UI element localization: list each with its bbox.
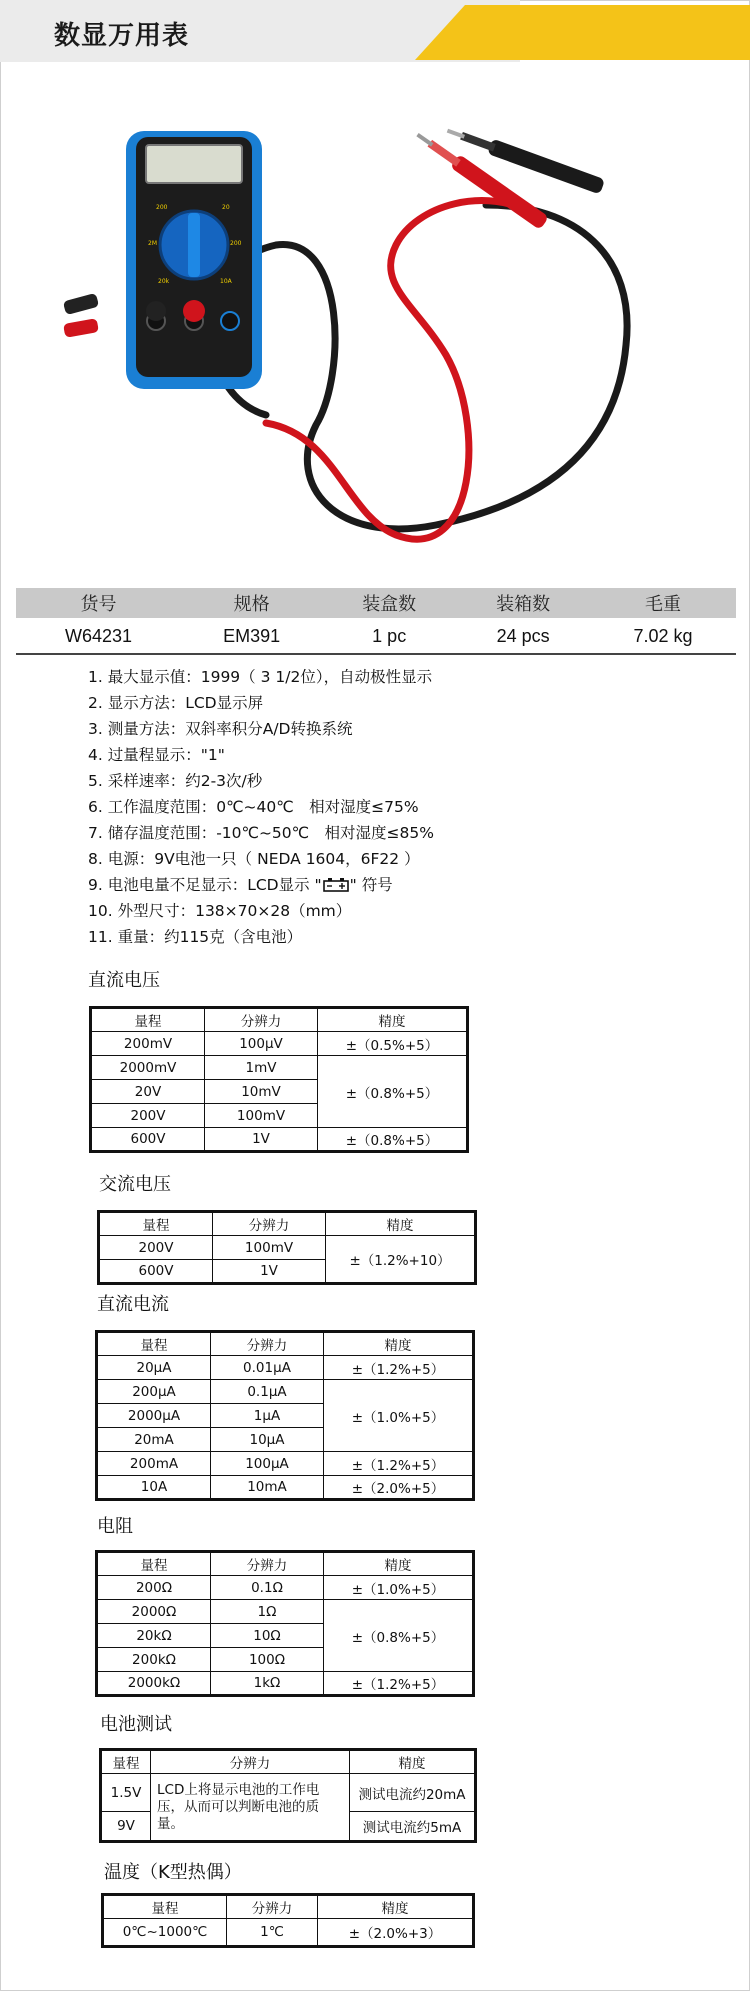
cell: 9V [101, 1812, 151, 1842]
spec-header-cell: 装箱数 [456, 588, 590, 618]
cell: 1V [213, 1260, 326, 1284]
spec-divider [16, 653, 736, 655]
svg-text:200: 200 [156, 204, 168, 211]
svg-text:200: 200 [230, 240, 242, 247]
multimeter-photo [16, 125, 734, 585]
cell: 200kΩ [97, 1648, 211, 1672]
cell: 200mA [97, 1452, 211, 1476]
cell: 100Ω [211, 1648, 324, 1672]
cell: 10Ω [211, 1624, 324, 1648]
res-table [95, 1550, 475, 1697]
cell: 1V [205, 1128, 318, 1152]
header-cell: 量程 [103, 1895, 227, 1919]
cell: 100μA [211, 1452, 324, 1476]
spec-table [16, 588, 736, 654]
spec-header-cell: 装盒数 [322, 588, 456, 618]
cell: 100mV [213, 1236, 326, 1260]
table-row [97, 1672, 474, 1696]
feature-item: 6. 工作温度范围：0℃~40℃ 相对湿度≤75% [88, 798, 419, 816]
cell: 0.01μA [211, 1356, 324, 1380]
header-cell: 精度 [350, 1750, 476, 1774]
page-title: 数显万用表 [54, 21, 190, 51]
cell: 600V [91, 1128, 205, 1152]
table-row [91, 1128, 468, 1152]
table-header-row [101, 1750, 476, 1774]
cell: ±（0.8%+5） [324, 1600, 474, 1672]
header-yellow-band [415, 5, 750, 60]
header-cell: 量程 [97, 1332, 211, 1356]
spec-value-cell: W64231 [65, 625, 133, 646]
header-cell: 分辨力 [211, 1332, 324, 1356]
acv-table [97, 1210, 477, 1285]
spec-value-row [16, 618, 736, 654]
cell: 20V [91, 1080, 205, 1104]
table-header-row [91, 1008, 468, 1032]
feature-item: 8. 电源：9V电池一只（ NEDA 1604，6F22 ） [88, 850, 420, 868]
spec-value-cell: 1 pc [372, 625, 407, 646]
svg-text:20: 20 [222, 204, 230, 211]
cell: 10μA [211, 1428, 324, 1452]
temp-table [101, 1893, 475, 1948]
cell: 0.1μA [211, 1380, 324, 1404]
cell: ±（0.5%+5） [318, 1032, 468, 1056]
cell: ±（2.0%+5） [324, 1476, 474, 1500]
dcv-table [89, 1006, 469, 1153]
cell: ±（2.0%+3） [318, 1919, 474, 1947]
svg-text:20k: 20k [158, 278, 170, 285]
spec-header-cell: 规格 [181, 588, 322, 618]
cell: 200V [99, 1236, 213, 1260]
cell: 2000kΩ [97, 1672, 211, 1696]
header-cell: 量程 [101, 1750, 151, 1774]
header-cell: 精度 [324, 1332, 474, 1356]
table-row [103, 1919, 474, 1947]
cell: ±（1.2%+5） [324, 1672, 474, 1696]
feature-item: 5. 采样速率：约2-3次/秒 [88, 772, 263, 790]
feature-item: 2. 显示方法：LCD显示屏 [88, 694, 264, 712]
black-probe [445, 125, 606, 195]
header-cell: 精度 [326, 1212, 476, 1236]
table-row [91, 1032, 468, 1056]
cell: 200μA [97, 1380, 211, 1404]
table-row [97, 1380, 474, 1404]
table-row [97, 1476, 474, 1500]
header-cell: 精度 [318, 1895, 474, 1919]
spec-header-cell: 毛重 [590, 588, 736, 618]
spec-value-cell: EM391 [223, 625, 281, 646]
cell: ±（1.0%+5） [324, 1380, 474, 1452]
cell: 1μA [211, 1404, 324, 1428]
svg-text:2M: 2M [148, 240, 157, 247]
cell: 1mV [205, 1056, 318, 1080]
feature-item: 4. 过量程显示："1" [88, 746, 225, 764]
spec-header-row [16, 588, 736, 618]
table-header-row [99, 1212, 476, 1236]
cell: 20mA [97, 1428, 211, 1452]
cell: 2000mV [91, 1056, 205, 1080]
cell: 10A [97, 1476, 211, 1500]
feature-tail: " 符号 [349, 876, 393, 894]
header-cell: 量程 [91, 1008, 205, 1032]
cell: 1kΩ [211, 1672, 324, 1696]
cell: 1.5V [101, 1774, 151, 1812]
header-cell: 分辨力 [205, 1008, 318, 1032]
header-cell: 分辨力 [211, 1552, 324, 1576]
table-header-row [97, 1332, 474, 1356]
cell: 20kΩ [97, 1624, 211, 1648]
cell: ±（1.2%+5） [324, 1452, 474, 1476]
section-title-temp: 温度（K型热偶） [104, 1862, 242, 1883]
feature-item: 3. 测量方法：双斜率积分A/D转换系统 [88, 720, 353, 738]
table-header-row [97, 1552, 474, 1576]
feature-item [88, 872, 434, 898]
cell: 600V [99, 1260, 213, 1284]
table-row [97, 1576, 474, 1600]
table-row [99, 1236, 476, 1260]
spec-value-cell: 7.02 kg [633, 625, 693, 646]
feature-item: 10. 外型尺寸：138×70×28（mm） [88, 902, 352, 920]
cell: 0.1Ω [211, 1576, 324, 1600]
feature-item: 11. 重量：约115克（含电池） [88, 928, 303, 946]
header-cell: 分辨力 [213, 1212, 326, 1236]
dca-table [95, 1330, 475, 1501]
cell: ±（1.0%+5） [324, 1576, 474, 1600]
cell: 2000Ω [97, 1600, 211, 1624]
feature-text: 9. 电池电量不足显示：LCD显示 " [88, 876, 322, 894]
cell: ±（0.8%+5） [318, 1056, 468, 1128]
cell: 10mA [211, 1476, 324, 1500]
section-title-dcv: 直流电压 [88, 970, 160, 991]
header-cell: 量程 [97, 1552, 211, 1576]
cell: 20μA [97, 1356, 211, 1380]
cell: 200Ω [97, 1576, 211, 1600]
header-cell: 分辨力 [227, 1895, 318, 1919]
cell: 1℃ [227, 1919, 318, 1947]
section-title-bat: 电池测试 [100, 1714, 172, 1735]
feature-item: 1. 最大显示值：1999（ 3 1/2位），自动极性显示 [88, 668, 433, 686]
cell: 1Ω [211, 1600, 324, 1624]
cell: ±（1.2%+10） [326, 1236, 476, 1284]
cell: ±（0.8%+5） [318, 1128, 468, 1152]
cell: 测试电流约5mA [350, 1812, 476, 1842]
spec-header-cell: 货号 [16, 588, 181, 618]
cell: 10mV [205, 1080, 318, 1104]
cell: 200mV [91, 1032, 205, 1056]
cell: 100mV [205, 1104, 318, 1128]
cell: 测试电流约20mA [350, 1774, 476, 1812]
battery-icon [323, 878, 349, 892]
bat-table [99, 1748, 477, 1843]
section-title-res: 电阻 [97, 1516, 133, 1537]
header-cell: 分辨力 [151, 1750, 350, 1774]
table-row [97, 1452, 474, 1476]
spec-value-cell: 24 pcs [496, 625, 550, 646]
feature-list [88, 664, 434, 950]
cell: 2000μA [97, 1404, 211, 1428]
header-cell: 精度 [318, 1008, 468, 1032]
section-title-acv: 交流电压 [99, 1174, 171, 1195]
header-cell: 量程 [99, 1212, 213, 1236]
cell: 0℃~1000℃ [103, 1919, 227, 1947]
section-title-dca: 直流电流 [97, 1294, 169, 1315]
table-row [97, 1600, 474, 1624]
header-cell: 精度 [324, 1552, 474, 1576]
cell: LCD上将显示电池的工作电压，从而可以判断电池的质量。 [151, 1774, 350, 1842]
svg-text:10A: 10A [220, 278, 232, 285]
table-row [97, 1356, 474, 1380]
page-header [0, 0, 750, 62]
table-row [91, 1056, 468, 1080]
table-header-row [103, 1895, 474, 1919]
cell: 100μV [205, 1032, 318, 1056]
table-row [101, 1774, 476, 1812]
cell: ±（1.2%+5） [324, 1356, 474, 1380]
feature-item: 7. 储存温度范围：-10℃~50℃ 相对湿度≤85% [88, 824, 434, 842]
cell: 200V [91, 1104, 205, 1128]
